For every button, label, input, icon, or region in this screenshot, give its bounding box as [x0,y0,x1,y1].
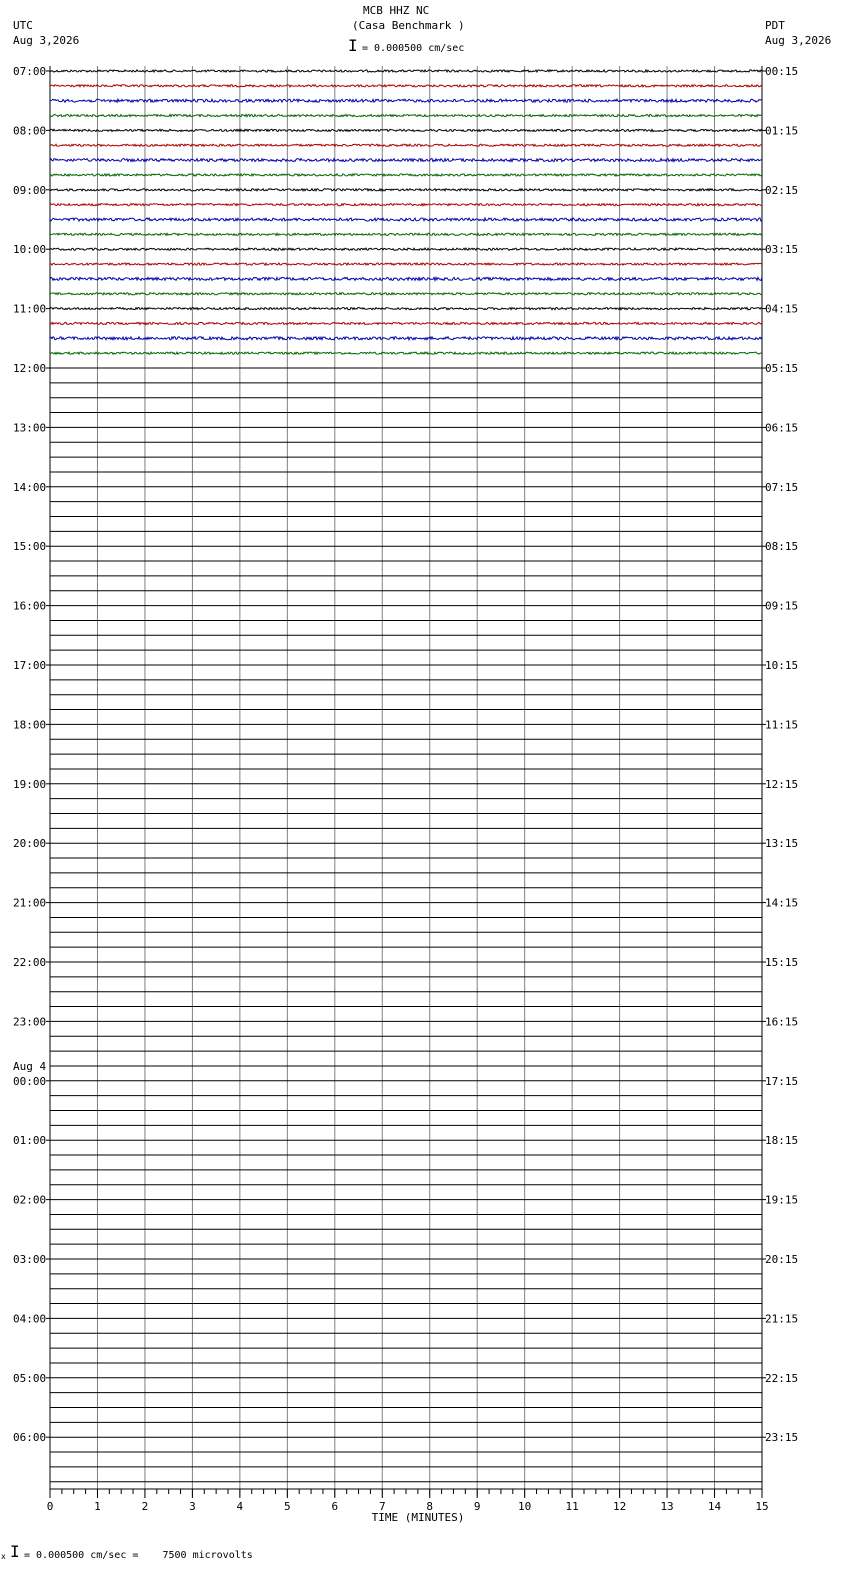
utc-hour-label: 22:00 [13,956,47,969]
seismic-trace [50,204,762,206]
utc-hour-label: 16:00 [13,599,47,613]
seismic-trace [50,293,762,295]
x-tick-label: 11 [565,1500,579,1513]
pdt-hour-label: 13:15 [765,837,799,851]
x-tick-label: 8 [426,1500,434,1513]
seismic-trace [50,308,762,310]
pdt-hour-label: 11:15 [765,718,799,732]
footer-scale-bar-icon: I [10,1542,20,1561]
x-tick-label: 9 [473,1500,481,1513]
pdt-hour-label: 18:15 [765,1134,799,1148]
utc-hour-label: 11:00 [13,302,47,316]
pdt-hour-label: 04:15 [765,302,799,316]
utc-hour-label: 14:00 [13,480,47,494]
pdt-hour-label: 00:15 [765,65,799,78]
seismic-trace [50,277,762,280]
pdt-hour-label: 03:15 [765,243,799,257]
seismic-trace [50,233,762,235]
x-tick-label: 3 [189,1500,196,1513]
seismic-trace [50,248,762,250]
utc-hour-label: 07:00 [13,65,47,78]
seismic-trace [50,115,762,117]
x-tick-label: 5 [284,1500,291,1513]
utc-hour-label: 09:00 [13,183,47,197]
x-tick-label: 12 [612,1500,627,1513]
right-date-label: Aug 3,2026 [765,34,832,47]
footer-scale-note: = 0.000500 cm/sec = 7500 microvolts [24,1550,253,1561]
pdt-hour-label: 09:15 [765,599,799,613]
seismic-trace [50,337,762,340]
utc-hour-label: 15:00 [13,540,47,554]
footer-marker-icon: x [1,1552,6,1561]
seismic-trace [50,322,762,324]
seismic-trace [50,174,762,176]
pdt-hour-label: 14:15 [765,896,799,910]
pdt-hour-label: 17:15 [765,1074,799,1088]
seismic-trace [50,263,762,265]
seismic-trace [50,129,762,131]
x-tick-label: 2 [141,1500,149,1513]
utc-hour-label: 17:00 [13,659,47,672]
pdt-hour-label: 02:15 [765,183,799,197]
pdt-hour-label: 23:15 [765,1431,799,1445]
x-tick-label: 15 [755,1500,769,1513]
pdt-hour-label: 08:15 [765,540,799,554]
utc-hour-label: 23:00 [13,1015,47,1029]
seismic-trace [50,189,762,191]
pdt-hour-label: 21:15 [765,1312,799,1326]
pdt-hour-label: 20:15 [765,1253,799,1266]
utc-hour-label: 19:00 [13,777,47,791]
x-tick-label: 14 [707,1500,722,1513]
x-tick-label: 13 [660,1500,674,1513]
pdt-hour-label: 16:15 [765,1015,799,1029]
seismic-trace [50,159,762,162]
x-tick-label: 7 [378,1500,386,1513]
utc-hour-label: 12:00 [13,362,47,375]
pdt-hour-label: 07:15 [765,480,799,494]
date-change-label: Aug 4 [13,1059,47,1073]
pdt-hour-label: 19:15 [765,1193,799,1207]
x-tick-label: 10 [518,1500,532,1513]
pdt-hour-label: 06:15 [765,421,799,435]
right-timezone-label: PDT [765,19,785,32]
seismic-trace [50,99,762,102]
scale-bar-icon: I [348,36,358,55]
seismic-trace [50,85,762,87]
x-tick-label: 0 [46,1500,54,1513]
pdt-hour-label: 15:15 [765,956,799,969]
seismic-trace [50,218,762,221]
x-axis-title: TIME (MINUTES) [371,1511,465,1524]
scale-label: = 0.000500 cm/sec [362,43,465,54]
pdt-hour-label: 12:15 [765,777,799,791]
utc-hour-label: 21:00 [13,896,47,910]
utc-hour-label: 08:00 [13,124,47,138]
utc-hour-label: 04:00 [13,1312,47,1326]
utc-hour-label: 03:00 [13,1253,47,1266]
pdt-hour-label: 22:15 [765,1371,799,1385]
utc-hour-label: 05:00 [13,1371,47,1385]
utc-hour-label: 18:00 [13,718,47,732]
seismic-trace [50,352,762,354]
station-title: MCB HHZ NC [363,4,430,17]
station-location: (Casa Benchmark ) [352,19,465,32]
utc-hour-label: 01:00 [13,1134,47,1148]
seismic-trace [50,70,762,72]
utc-hour-label: 02:00 [13,1193,47,1207]
utc-hour-label: 00:00 [13,1074,47,1088]
utc-hour-label: 06:00 [13,1431,47,1445]
pdt-hour-label: 10:15 [765,659,799,672]
pdt-hour-label: 01:15 [765,124,799,138]
left-date-label: Aug 3,2026 [13,34,80,47]
left-timezone-label: UTC [13,19,33,32]
x-tick-label: 1 [94,1500,101,1513]
utc-hour-label: 10:00 [13,243,47,257]
x-tick-label: 4 [236,1500,244,1513]
pdt-hour-label: 05:15 [765,362,799,375]
x-tick-label: 6 [331,1500,339,1513]
utc-hour-label: 20:00 [13,837,47,851]
utc-hour-label: 13:00 [13,421,47,435]
seismic-trace [50,144,762,146]
